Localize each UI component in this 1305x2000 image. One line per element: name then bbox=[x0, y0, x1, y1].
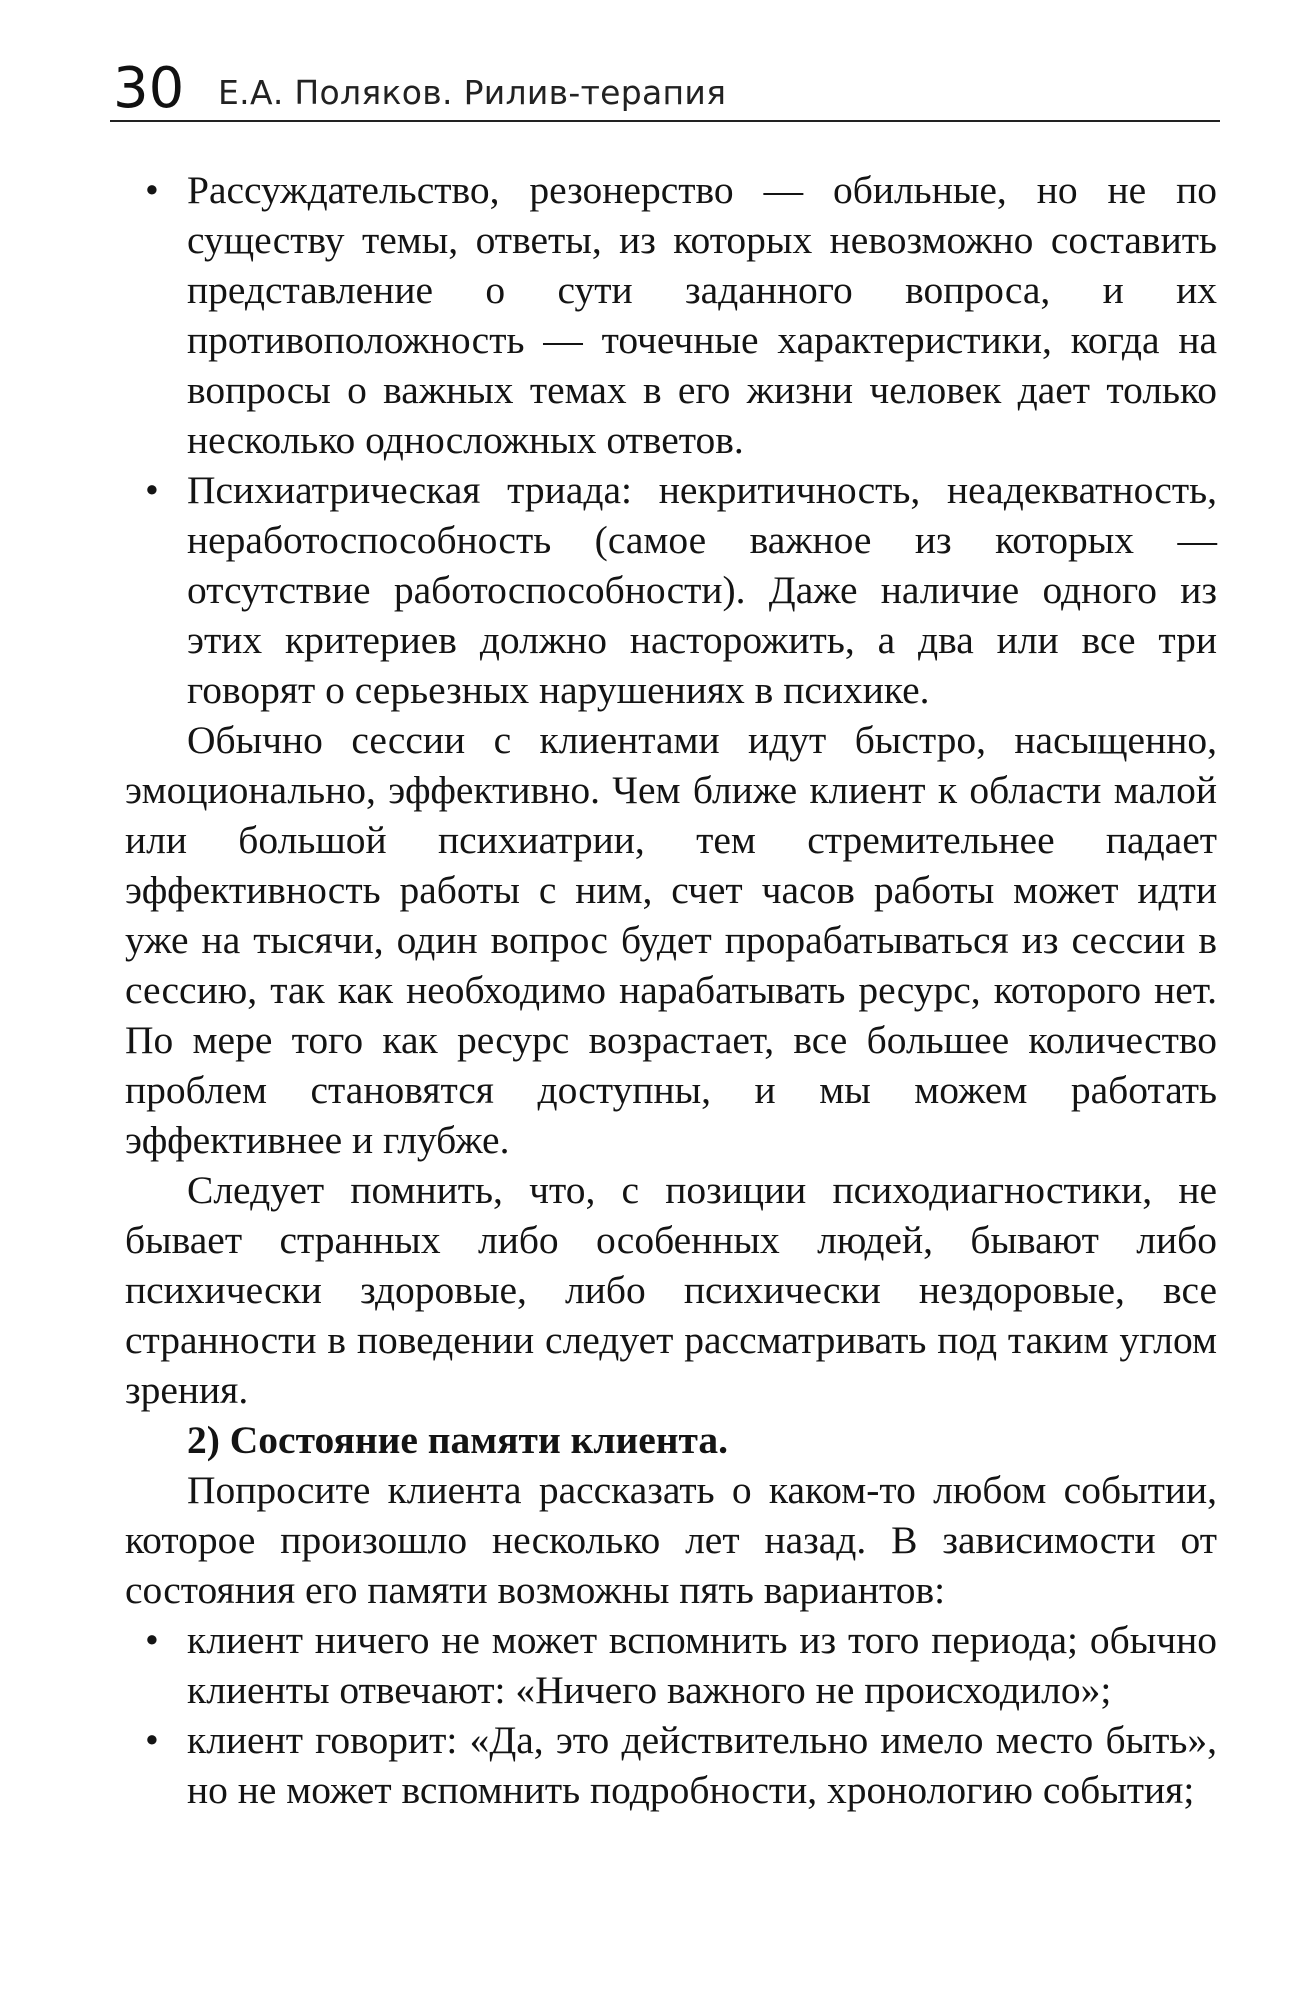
bullet-item-psychiatric-triad: • Психиатрическая триада: некритичность, неадекватность, неработоспособность (самое важное из которых — отсутствие работоспособности). Даже наличие одного из этих критериев должно насторожить, а два или все три говорят о серьезных нарушениях в психике. bbox=[125, 465, 1217, 715]
paragraph-memory-intro: Попросите клиента рассказать о каком-то любом событии, которое произошло несколько лет назад. В зависимости от состояния его памяти возможны пять вариантов: bbox=[125, 1468, 1217, 1612]
paragraph-sessions: Обычно сессии с клиентами идут быстро, насыщенно, эмоционально, эффективно. Чем ближе клиент к области малой или большой психиатрии, тем стремительнее падает эффективность работы с ним, счет часов работы может идти уже на тысячи, один вопрос будет прорабатываться из сессии в сессию, так как необходимо нарабатывать ресурс, которого нет. По мере того как ресурс возрастает, все большее количество проблем становятся доступны, и мы можем работать эффективнее и глубже. bbox=[125, 718, 1217, 1162]
bullet-item-memory-variant-2: • клиент говорит: «Да, это действительно имело место быть», но не может вспомнить подробности, хронологию события; bbox=[125, 1715, 1217, 1815]
running-title: Е.А. Поляков. Рилив-терапия bbox=[218, 73, 727, 112]
page-header bbox=[110, 58, 1220, 122]
bullet-item-reasoning: • Рассуждательство, резонерство — обильные, но не по существу темы, ответы, из которых невозможно составить представление о сути заданного вопроса, и их противоположность — точечные характеристики, когда на вопросы о важных темах в его жизни человек дает только несколько односложных ответов. bbox=[125, 165, 1217, 465]
section-subheading-memory: 2) Состояние памяти клиента. bbox=[187, 1418, 729, 1462]
paragraph-psychodiagnostics: Следует помнить, что, с позиции психодиагностики, не бывает странных либо особенных людей, бывают либо психически здоровые, либо психически нездоровые, все странности в поведении следует рассматривать под таким углом зрения. bbox=[125, 1168, 1217, 1412]
page-body bbox=[125, 165, 1217, 1815]
page-number: 30 bbox=[113, 56, 185, 121]
bullet-item-memory-variant-1: • клиент ничего не может вспомнить из того периода; обычно клиенты отвечают: «Ничего важного не происходило»; bbox=[125, 1615, 1217, 1715]
